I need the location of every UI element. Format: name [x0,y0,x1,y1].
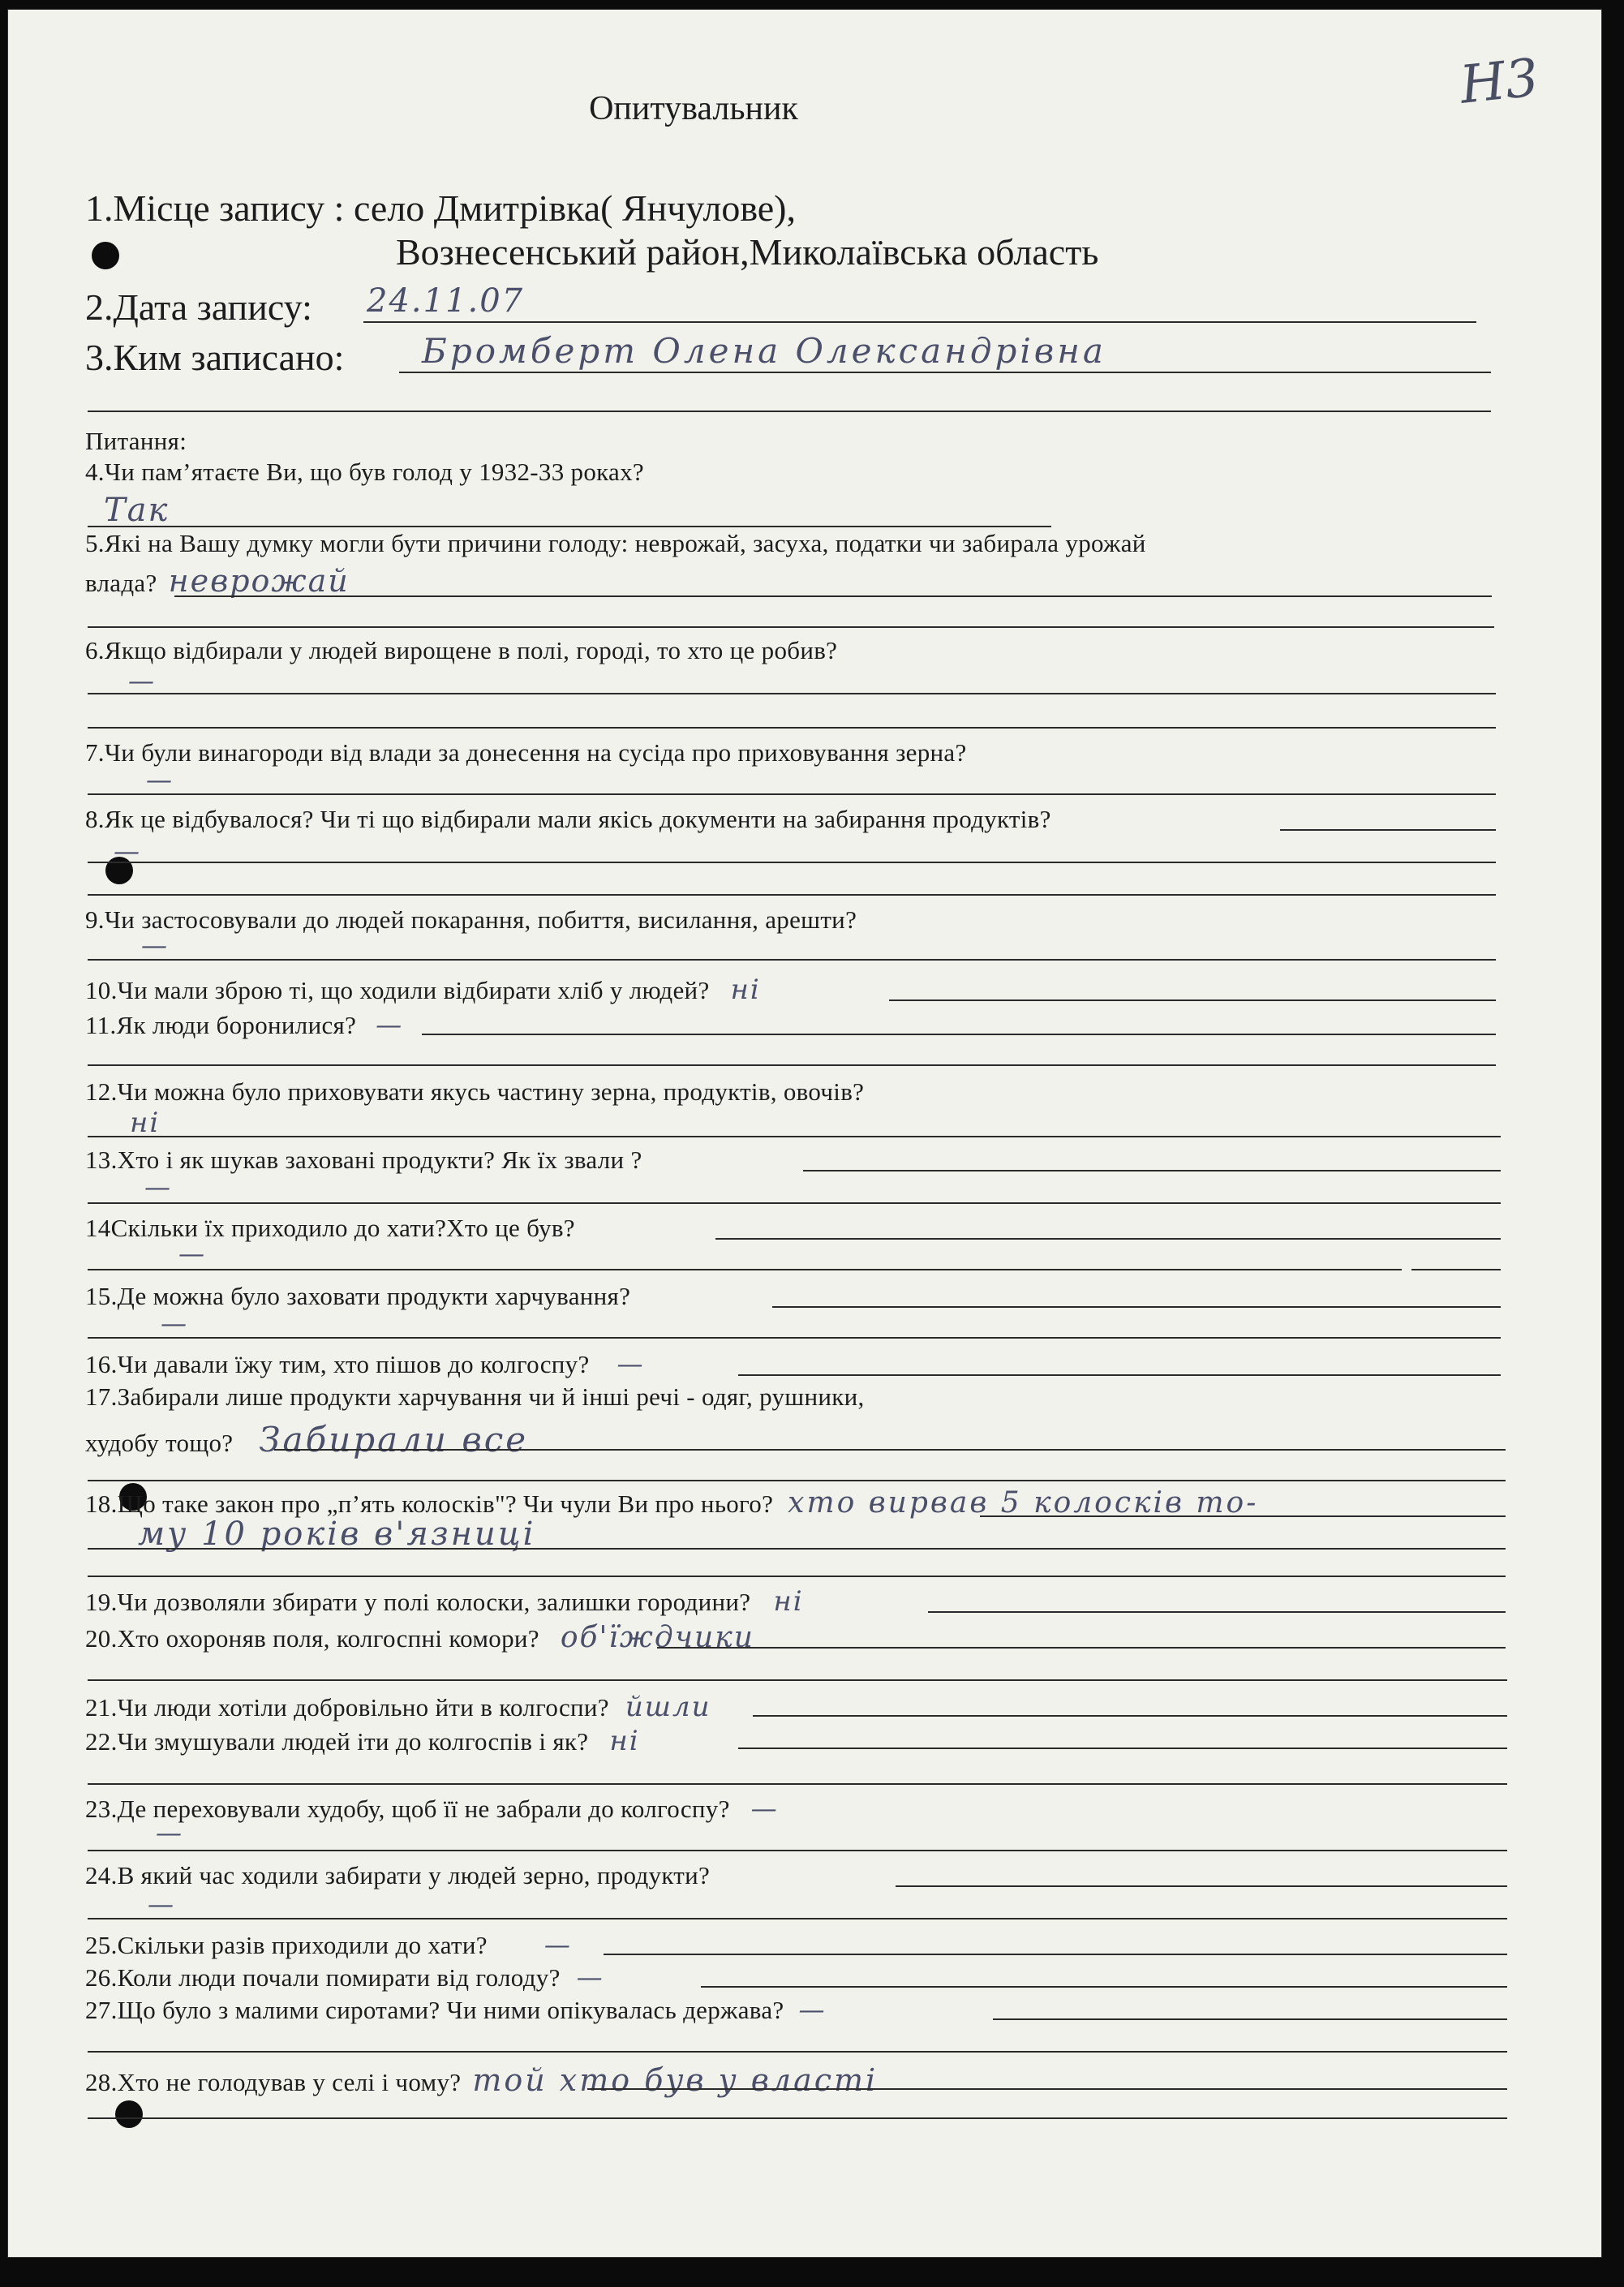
answer-text: хто вирвав 5 колосків то- [788,1486,1259,1520]
answer-line [657,1647,1506,1649]
question-text: 21.Чи люди хотіли добровільно йти в колгоспи? йшли [85,1691,711,1723]
answer-line [88,894,1496,896]
answer-text: — [156,1817,183,1848]
answer-line [1411,1269,1501,1270]
answer-text: — [128,665,156,696]
answer-text: ні [130,1107,161,1139]
answer-line [274,1449,1506,1451]
answer-text: йшли [625,1691,711,1723]
question-text: 8.Як це відбувалося? Чи ті що відбирали мали якісь документи на забирання продуктів? [85,805,1051,833]
answer-line [896,1885,1507,1887]
answer-text: ні [609,1725,640,1757]
answer-line [753,1715,1507,1717]
answer-line [993,2018,1507,2020]
question-text: 4.Чи пам’ятаєте Ви, що був голод у 1932-33 роках? [85,458,644,486]
answer-line [88,1064,1496,1066]
answer-line [88,1337,1501,1339]
answer-text: — [141,930,169,961]
answer-line [928,1611,1506,1613]
question-text: 12.Чи можна було приховувати якусь частину зерна, продуктів, овочів? [85,1077,865,1106]
question-text: 10.Чи мали зброю ті, що ходили відбирати хліб у людей? ні [85,974,761,1006]
question-text: худобу тощо? Забирали все [85,1420,529,1459]
answer-text: — [376,1009,404,1040]
questionnaire-sheet [8,10,1601,2257]
question-text: 23.Де переховували худобу, щоб її не забрали до колгоспу? — [85,1793,779,1824]
answer-line [738,1747,1507,1749]
answer-text: — [161,1308,188,1339]
answer-text: неврожай [168,563,350,599]
answer-line [88,1202,1501,1204]
date-label: 2.Дата запису: [85,286,312,328]
answer-line [88,1576,1506,1577]
answer-line [88,1679,1507,1681]
answer-line [803,1170,1501,1171]
answer-line [88,862,1496,863]
punch-hole-top [92,242,119,269]
answer-text: Так [104,492,170,529]
date-value: 24.11.07 [367,282,525,320]
answer-line [88,2051,1507,2053]
recorder-extra-line [88,411,1491,412]
answer-line [88,1918,1507,1919]
page-title: Опитувальник [589,90,798,127]
question-text: 6.Якщо відбирали у людей вирощене в полі, городі, то хто це робив? [85,636,838,664]
place-line2: Вознесенський район,Миколаївська область [396,231,1099,273]
question-text: 26.Коли люди почали помирати від голоду? — [85,1962,604,1993]
question-text: 22.Чи змушували людей іти до колгоспів і як? ні [85,1725,640,1757]
answer-line [715,1238,1501,1240]
question-text: 17.Забирали лише продукти харчування чи й інші речі - одяг, рушники, [85,1382,865,1411]
question-text: 9.Чи застосовували до людей покарання, побиття, висилання, арешти? [85,905,857,934]
answer-text: ні [773,1585,804,1618]
place-label: 1.Місце запису : село Дмитрівка( Янчулове), [85,187,796,229]
question-text: 11.Як люди боронилися? — [85,1009,404,1040]
answer-line [980,1515,1506,1517]
answer-line [88,1480,1506,1481]
answer-text: — [144,1171,172,1202]
questions-heading: Питання: [85,427,187,455]
question-text: влада? неврожай [85,563,350,599]
corner-mark: Н3 [1457,48,1542,116]
answer-line [738,1374,1501,1376]
answer-text: — [146,764,174,795]
answer-text: той хто був у власті [472,2062,879,2098]
question-text: 16.Чи давали їжу тим, хто пішов до колгоспу? — [85,1348,645,1379]
question-text: 19.Чи дозволяли збирати у полі колоски, залишки городини? ні [85,1585,804,1618]
answer-text: му 10 років в'язниці [138,1515,536,1553]
question-text: 24.В який час ходили забирати у людей зерно, продукти? [85,1861,711,1889]
question-text: 18.Що таке закон про „п’ять колосків"? Чи чули Ви про нього? хто вирвав 5 колосків то- [85,1486,1259,1520]
question-text: 14Скільки їх приходило до хати?Хто це був? [85,1214,575,1242]
question-text: 28.Хто не голодував у селі і чому? той хто був у власті [85,2062,879,2098]
question-text: 7.Чи були винагороди від влади за донесення на сусіда про приховування зерна? [85,738,967,767]
answer-line [174,595,1492,597]
question-text: 25.Скільки разів приходили до хати? — [85,1929,572,1960]
answer-line [88,1850,1507,1851]
answer-text: ні [730,974,761,1006]
answer-line [88,793,1496,795]
recorder-label: 3.Ким записано: [85,337,345,378]
answer-text: — [178,1238,206,1269]
punch-hole-bottom [115,2100,143,2128]
answer-text: — [114,836,141,866]
answer-line [88,727,1496,729]
answer-text: — [750,1793,779,1824]
answer-line [889,999,1496,1001]
answer-line [587,2088,1507,2090]
answer-line [88,693,1496,694]
answer-line [88,1783,1507,1785]
answer-text: об'їждчики [560,1621,754,1654]
answer-line [88,2117,1507,2119]
answer-text: — [617,1348,645,1379]
answer-line [422,1034,1496,1035]
answer-line [604,1954,1507,1955]
question-text: 27.Що було з малими сиротами? Чи ними опікувалась держава? — [85,1994,827,2025]
answer-text: — [576,1962,604,1993]
answer-line [88,1548,1506,1550]
answer-text: — [543,1929,572,1960]
answer-line [88,526,1051,527]
question-text: 20.Хто охороняв поля, колгоспні комори? об'їждчики [85,1621,754,1654]
answer-text: — [148,1889,175,1919]
answer-line [772,1306,1501,1308]
answer-line [88,1269,1402,1270]
answer-line [88,626,1494,628]
answer-line [1280,829,1496,831]
recorder-value: Бромберт Олена Олександрівна [422,331,1106,371]
question-text: 5.Які на Вашу думку могли бути причини голоду: неврожай, засуха, податки чи забирала урожай [85,529,1146,557]
answer-text: Забирали все [259,1420,529,1459]
answer-line [88,1136,1501,1137]
answer-text: — [798,1994,827,2025]
date-underline [363,321,1476,323]
recorder-underline [399,372,1491,373]
answer-line [701,1986,1507,1988]
question-text: 15.Де можна було заховати продукти харчування? [85,1282,631,1310]
question-text: 13.Хто і як шукав заховані продукти? Як їх звали ? [85,1146,642,1174]
answer-line [88,959,1496,961]
